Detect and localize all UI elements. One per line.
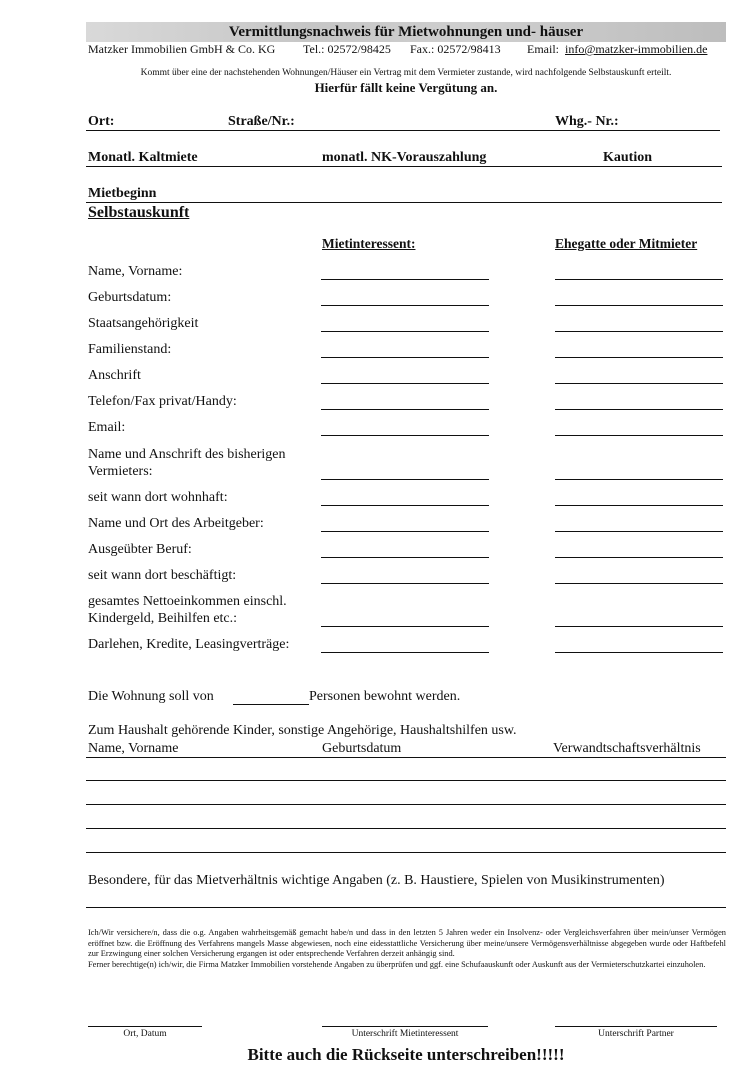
- kaution-label: Kaution: [603, 150, 653, 165]
- field-label: gesamtes Nettoeinkommen einschl. Kindergeld, Beihilfen etc.:: [88, 594, 287, 626]
- document-title: Vermittlungsnachweis für Mietwohnungen und- häuser: [228, 24, 584, 40]
- tenant-input-line[interactable]: [321, 557, 489, 558]
- email-link[interactable]: info@matzker-immobilien.de: [565, 42, 708, 56]
- no-fee-note: Hierfür fällt keine Vergütung an.: [314, 80, 498, 95]
- field-label: Email:: [88, 420, 126, 435]
- partner-input-line[interactable]: [555, 435, 723, 436]
- field-label: seit wann dort wohnhaft:: [88, 490, 228, 505]
- partner-input-line[interactable]: [555, 557, 723, 558]
- field-label: Ausgeübter Beruf:: [88, 542, 192, 557]
- partner-input-line[interactable]: [555, 652, 723, 653]
- field-label: Darlehen, Kredite, Leasingverträge:: [88, 637, 290, 652]
- household-col-birth: Geburtsdatum: [322, 741, 402, 756]
- tenant-signature-label: Unterschrift Mietinteressent: [351, 1029, 459, 1039]
- household-line[interactable]: [86, 780, 726, 781]
- tenant-input-line[interactable]: [321, 479, 489, 480]
- tenant-input-line[interactable]: [321, 505, 489, 506]
- field-label: Staatsangehörigkeit: [88, 316, 199, 331]
- special-info-line[interactable]: [86, 907, 726, 908]
- field-label: Telefon/Fax privat/Handy:: [88, 394, 237, 409]
- tenant-input-line[interactable]: [321, 305, 489, 306]
- partner-input-line[interactable]: [555, 357, 723, 358]
- occupants-suffix: Personen bewohnt werden.: [309, 689, 461, 704]
- intro-text: Kommt über eine der nachstehenden Wohnungen/Häuser ein Vertrag mit dem Vermieter zustande, wird nachfolgende Selbstauskunft erteilt.: [140, 68, 672, 78]
- household-col-name: Name, Vorname: [88, 741, 179, 756]
- rent-line[interactable]: [86, 166, 722, 167]
- field-label: Name und Anschrift des bisherigen Vermieters:: [88, 447, 286, 479]
- disclaimer: [88, 928, 726, 970]
- place-date-label: Ort, Datum: [123, 1029, 167, 1039]
- place-date-line[interactable]: [88, 1026, 202, 1027]
- household-intro: Zum Haushalt gehörende Kinder, sonstige Angehörige, Haushaltshilfen usw.: [88, 723, 517, 738]
- tenant-input-line[interactable]: [321, 583, 489, 584]
- household-line[interactable]: [86, 828, 726, 829]
- partner-input-line[interactable]: [555, 626, 723, 627]
- fax-number: Fax.: 02572/98413: [410, 42, 501, 56]
- partner-signature-label: Unterschrift Partner: [598, 1029, 674, 1039]
- field-label: Anschrift: [88, 368, 141, 383]
- household-line[interactable]: [86, 757, 726, 758]
- household-line[interactable]: [86, 852, 726, 853]
- mietbeginn-label: Mietbeginn: [88, 186, 157, 201]
- occupants-count-line[interactable]: [233, 704, 309, 705]
- partner-input-line[interactable]: [555, 383, 723, 384]
- disclaimer-paragraph: Ich/Wir versichere/n, dass die o.g. Angaben wahrheitsgemäß gemacht habe/n und dass in den letzten 5 Jahren weder ein Insolvenz- oder Vergleichsverfahren über mein/unser Vermögen eröffnet bzw. die Eröffnung des Verfahrens mangels Masse abgewiesen, noch eine eidesstattliche Versicherung über meine/unsere Vermögensverhältnisse abgegeben wurde oder Haftbefehl zur Erzwingung einer solchen Versicherung ergangen ist oder entsprechende Verfahren derzeit anhängig sind.: [88, 928, 726, 958]
- household-col-relation: Verwandtschaftsverhältnis: [553, 741, 701, 756]
- column-partner: Ehegatte oder Mitmieter: [555, 236, 698, 251]
- kaltmiete-label: Monatl. Kaltmiete: [88, 150, 198, 165]
- partner-input-line[interactable]: [555, 531, 723, 532]
- ort-label: Ort:: [88, 114, 115, 129]
- tenant-input-line[interactable]: [321, 531, 489, 532]
- partner-input-line[interactable]: [555, 479, 723, 480]
- field-label: Name und Ort des Arbeitgeber:: [88, 516, 264, 531]
- field-label: Name, Vorname:: [88, 264, 183, 279]
- partner-input-line[interactable]: [555, 279, 723, 280]
- mietbeginn-line[interactable]: [86, 202, 722, 203]
- tenant-input-line[interactable]: [321, 279, 489, 280]
- tenant-input-line[interactable]: [321, 626, 489, 627]
- company-name: Matzker Immobilien GmbH & Co. KG: [88, 42, 276, 56]
- tenant-input-line[interactable]: [321, 357, 489, 358]
- phone-number: Tel.: 02572/98425: [303, 42, 391, 56]
- field-label: Familienstand:: [88, 342, 172, 357]
- nk-label: monatl. NK-Vorauszahlung: [322, 150, 487, 165]
- partner-signature-line[interactable]: [555, 1026, 717, 1027]
- partner-input-line[interactable]: [555, 583, 723, 584]
- partner-input-line[interactable]: [555, 409, 723, 410]
- tenant-input-line[interactable]: [321, 409, 489, 410]
- tenant-input-line[interactable]: [321, 435, 489, 436]
- household-line[interactable]: [86, 804, 726, 805]
- partner-input-line[interactable]: [555, 331, 723, 332]
- partner-input-line[interactable]: [555, 305, 723, 306]
- strasse-label: Straße/Nr.:: [228, 114, 295, 129]
- tenant-input-line[interactable]: [321, 331, 489, 332]
- field-label: seit wann dort beschäftigt:: [88, 568, 237, 583]
- field-label: Geburtsdatum:: [88, 290, 172, 305]
- footer-note: Bitte auch die Rückseite unterschreiben!!!!!: [247, 1045, 565, 1064]
- ort-strasse-line[interactable]: [86, 130, 720, 131]
- email-label: Email:: [527, 42, 559, 56]
- special-info-label: Besondere, für das Mietverhältnis wichtige Angaben (z. B. Haustiere, Spielen von Musikinstrumenten): [88, 873, 665, 888]
- whg-label: Whg.- Nr.:: [555, 114, 619, 129]
- occupants-prefix: Die Wohnung soll von: [88, 689, 214, 704]
- tenant-input-line[interactable]: [321, 383, 489, 384]
- column-tenant: Mietinteressent:: [322, 236, 416, 251]
- tenant-signature-line[interactable]: [322, 1026, 488, 1027]
- tenant-input-line[interactable]: [321, 652, 489, 653]
- disclaimer-paragraph: Ferner berechtige(n) ich/wir, die Firma Matzker Immobilien vorstehende Angaben zu überprüfen und ggf. eine Schufaauskunft oder Auskunft aus der Vermieterschutzkartei einzuholen.: [88, 959, 706, 969]
- section-title: Selbstauskunft: [88, 204, 190, 221]
- partner-input-line[interactable]: [555, 505, 723, 506]
